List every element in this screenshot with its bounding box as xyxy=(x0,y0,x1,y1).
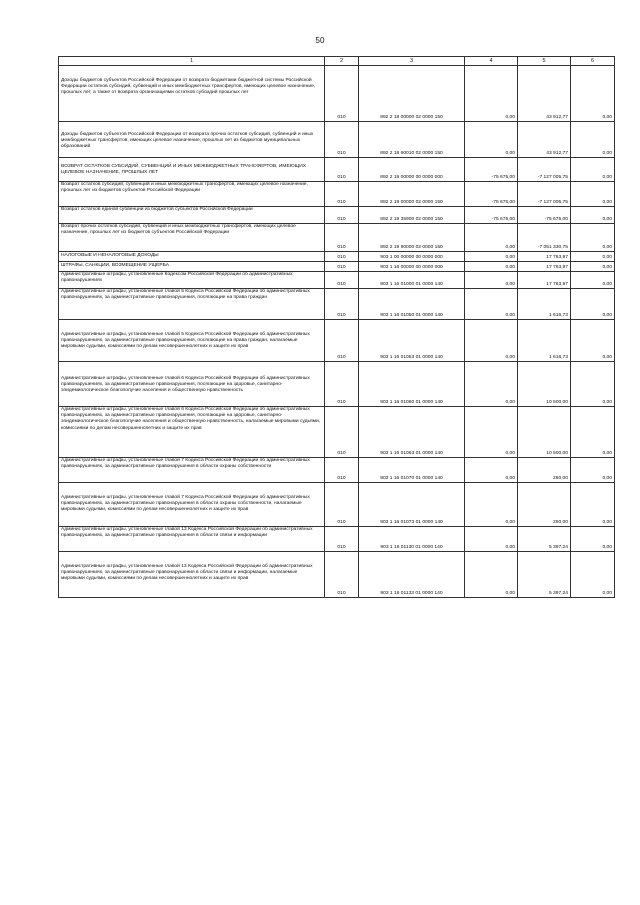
row-col6: 0,00 xyxy=(571,362,615,407)
table-row xyxy=(59,362,615,407)
row-col6: 0,00 xyxy=(571,66,615,122)
row-name: Возврат прочих остатков субсидий, субвенций и иных межбюджетных трансфертов, имеющих целевое назначение, прошлых лет из бюджетов субъектов Российской Федерации xyxy=(59,224,325,252)
row-name: Административные штрафы, установленные главой 7 Кодекса Российской Федерации об административных правонарушениях, за административные правонарушения в области охраны собственности xyxy=(59,458,325,483)
row-code: 010 xyxy=(325,483,359,527)
row-col5: -7 127 005,75 xyxy=(518,158,571,182)
row-code: 010 xyxy=(325,224,359,252)
table-row xyxy=(59,252,615,262)
row-kbk: 903 1 16 01060 01 0000 140 xyxy=(359,362,465,407)
row-col4: 0,00 xyxy=(465,66,518,122)
row-kbk: 903 1 16 01050 01 0000 140 xyxy=(359,289,465,320)
row-kbk: 903 1 16 01073 01 0000 140 xyxy=(359,483,465,527)
table-row xyxy=(59,483,615,527)
row-col5: -75 675,00 xyxy=(518,207,571,224)
row-col4: -75 675,00 xyxy=(465,158,518,182)
row-name: Административные штрафы, установленные главой 5 Кодекса Российской Федерации об административных правонарушениях, за административные правонарушения, посягающие на права граждан xyxy=(59,289,325,320)
row-col5: 10 500,00 xyxy=(518,362,571,407)
row-col6: 0,00 xyxy=(571,224,615,252)
row-kbk: 903 1 16 01053 01 0000 140 xyxy=(359,320,465,362)
row-kbk: 903 1 16 01133 01 0000 140 xyxy=(359,552,465,598)
row-name: ШТРАФЫ, САНКЦИИ, ВОЗМЕЩЕНИЕ УЩЕРБА xyxy=(59,262,325,272)
row-code: 010 xyxy=(325,122,359,158)
row-col6: 0,00 xyxy=(571,552,615,598)
row-col5: 250,00 xyxy=(518,458,571,483)
row-col5: 5 397,24 xyxy=(518,527,571,552)
table-row xyxy=(59,66,615,122)
row-kbk: 903 1 16 01063 01 0000 140 xyxy=(359,407,465,458)
row-col6: 0,00 xyxy=(571,527,615,552)
table-row xyxy=(59,224,615,252)
row-code: 010 xyxy=(325,458,359,483)
row-col4: 0,00 xyxy=(465,407,518,458)
row-name: Административные штрафы, установленные главой 5 Кодекса Российской Федерации об административных правонарушениях, за административные правонарушения, посягающие на права граждан, налагаемые мировыми судьями, комиссиями по делам несовершеннолетних и защите их прав xyxy=(59,320,325,362)
row-code: 010 xyxy=(325,272,359,289)
row-code: 010 xyxy=(325,407,359,458)
row-name: Административные штрафы, установленные главой 6 Кодекса Российской Федерации об административных правонарушениях, за административные правонарушения, посягающие на здоровье, санитарно-эпидемиологическое благополучие населения и общественную нравственность xyxy=(59,362,325,407)
page-number: 50 xyxy=(315,36,325,45)
row-name: Доходы бюджетов субъектов Российской Федерации от возврата бюджетами бюджетной системы Российской Федерации остатков субсидий, субвенций и иных межбюджетных трансфертов, имеющих целевое назначение, прошлых лет, а также от возврата организациями остатков субсидий прошлых лет xyxy=(59,66,325,122)
row-col5: 5 397,24 xyxy=(518,552,571,598)
row-col4: 0,00 xyxy=(465,289,518,320)
row-col6: 0,00 xyxy=(571,122,615,158)
row-col5: -7 051 330,75 xyxy=(518,224,571,252)
row-col6: 0,00 xyxy=(571,272,615,289)
row-col4: 0,00 xyxy=(465,458,518,483)
row-code: 010 xyxy=(325,66,359,122)
row-kbk: 892 2 19 90000 02 0000 150 xyxy=(359,224,465,252)
row-col4: 0,00 xyxy=(465,483,518,527)
row-col4: 0,00 xyxy=(465,362,518,407)
table-row xyxy=(59,320,615,362)
header-col-6: 6 xyxy=(571,57,615,66)
row-kbk: 903 1 16 01000 01 0000 140 xyxy=(359,272,465,289)
table-row xyxy=(59,552,615,598)
row-code: 010 xyxy=(325,320,359,362)
row-col6: 0,00 xyxy=(571,320,615,362)
row-code: 010 xyxy=(325,158,359,182)
table-row xyxy=(59,272,615,289)
row-kbk: 892 2 18 60010 02 0000 150 xyxy=(359,122,465,158)
row-name: Административные штрафы, установленные главой 13 Кодекса Российской Федерации об административных правонарушениях, за административные правонарушения в области связи и информации xyxy=(59,527,325,552)
row-kbk: 892 2 18 00000 02 0000 150 xyxy=(359,66,465,122)
row-col4: 0,00 xyxy=(465,252,518,262)
row-kbk: 892 2 19 00000 00 0000 000 xyxy=(359,158,465,182)
row-col4: 0,00 xyxy=(465,527,518,552)
row-name: Административные штрафы, установленные главой 7 Кодекса Российской Федерации об административных правонарушениях, за административные правонарушения в области охраны собственности, налагаемые мировыми судьями, комиссиями по делам несовершеннолетних и защите их прав xyxy=(59,483,325,527)
row-col4: 0,00 xyxy=(465,224,518,252)
row-name: Административные штрафы, установленные главой 13 Кодекса Российской Федерации об административных правонарушениях, за административные правонарушения в области связи и информации, налагаемые мировыми судьями, комиссиями по делам несовершеннолетних и защите их прав xyxy=(59,552,325,598)
row-col6: 0,00 xyxy=(571,252,615,262)
row-kbk: 892 2 19 35900 02 0000 150 xyxy=(359,207,465,224)
row-code: 010 xyxy=(325,527,359,552)
row-col6: 0,00 xyxy=(571,158,615,182)
row-col6: 0,00 xyxy=(571,207,615,224)
row-col4: 0,00 xyxy=(465,122,518,158)
row-name: НАЛОГОВЫЕ И НЕНАЛОГОВЫЕ ДОХОДЫ xyxy=(59,252,325,262)
row-col5: 10 500,00 xyxy=(518,407,571,458)
row-name: Возврат остатков единой субвенции из бюджетов субъектов Российской Федерации xyxy=(59,207,325,224)
table-row xyxy=(59,407,615,458)
row-kbk: 903 1 16 00000 00 0000 000 xyxy=(359,262,465,272)
row-col5: 17 763,97 xyxy=(518,262,571,272)
row-col5: 17 763,97 xyxy=(518,252,571,262)
row-code: 010 xyxy=(325,289,359,320)
table-row xyxy=(59,182,615,207)
row-code: 010 xyxy=(325,552,359,598)
row-col4: 0,00 xyxy=(465,320,518,362)
table-row xyxy=(59,262,615,272)
row-code: 010 xyxy=(325,362,359,407)
row-col5: 1 616,73 xyxy=(518,320,571,362)
header-col-2: 2 xyxy=(325,57,359,66)
row-col5: 17 763,97 xyxy=(518,272,571,289)
row-kbk: 903 1 00 00000 00 0000 000 xyxy=(359,252,465,262)
header-col-5: 5 xyxy=(518,57,571,66)
table-row xyxy=(59,158,615,182)
row-col5: -7 127 005,75 xyxy=(518,182,571,207)
table-row xyxy=(59,289,615,320)
table-row xyxy=(59,527,615,552)
row-col6: 0,00 xyxy=(571,483,615,527)
header-row xyxy=(59,57,615,66)
row-col5: 1 616,73 xyxy=(518,289,571,320)
row-col6: 0,00 xyxy=(571,407,615,458)
header-col-1: 1 xyxy=(59,57,325,66)
row-code: 010 xyxy=(325,207,359,224)
row-col6: 0,00 xyxy=(571,458,615,483)
row-col5: 250,00 xyxy=(518,483,571,527)
row-kbk: 892 2 19 00000 02 0000 150 xyxy=(359,182,465,207)
row-name: Административные штрафы, установленные Кодексом Российской Федерации об административных правонарушениях xyxy=(59,272,325,289)
row-col6: 0,00 xyxy=(571,262,615,272)
row-code: 010 xyxy=(325,262,359,272)
table-row xyxy=(59,122,615,158)
row-col4: -75 675,00 xyxy=(465,207,518,224)
revenue-table xyxy=(58,56,615,598)
row-col5: 43 912,77 xyxy=(518,122,571,158)
table-row xyxy=(59,207,615,224)
row-name: Возврат остатков субсидий, субвенций и иных межбюджетных трансфертов, имеющих целевое назначение, прошлых лет из бюджетов субъектов Российской Федерации xyxy=(59,182,325,207)
row-code: 010 xyxy=(325,182,359,207)
row-col4: 0,00 xyxy=(465,262,518,272)
row-kbk: 903 1 16 01130 01 0000 140 xyxy=(359,527,465,552)
row-col4: -75 675,00 xyxy=(465,182,518,207)
table-row xyxy=(59,458,615,483)
row-name: Административные штрафы, установленные главой 6 Кодекса Российской Федерации об административных правонарушениях, за административные правонарушения, посягающие на здоровье, санитарно-эпидемиологическое благополучие населения и общественную нравственность, налагаемые мировыми судьями, комиссиями по делам несовершеннолетних и защите их прав xyxy=(59,407,325,458)
row-col4: 0,00 xyxy=(465,272,518,289)
row-kbk: 903 1 16 01070 01 0000 140 xyxy=(359,458,465,483)
header-col-4: 4 xyxy=(465,57,518,66)
row-col5: 43 912,77 xyxy=(518,66,571,122)
row-name: Доходы бюджетов субъектов Российской Федерации от возврата прочих остатков субсидий, субвенций и иных межбюджетных трансфертов, имеющих целевое назначение, прошлых лет из бюджетов муниципальных образований xyxy=(59,122,325,158)
row-col6: 0,00 xyxy=(571,182,615,207)
header-col-3: 3 xyxy=(359,57,465,66)
row-col4: 0,00 xyxy=(465,552,518,598)
row-name: ВОЗВРАТ ОСТАТКОВ СУБСИДИЙ, СУБВЕНЦИЙ И ИНЫХ МЕЖБЮДЖЕТНЫХ ТРАНСФЕРТОВ, ИМЕЮЩИХ ЦЕЛЕВОЕ НАЗНАЧЕНИЕ, ПРОШЛЫХ ЛЕТ xyxy=(59,158,325,182)
row-col6: 0,00 xyxy=(571,289,615,320)
row-code: 010 xyxy=(325,252,359,262)
